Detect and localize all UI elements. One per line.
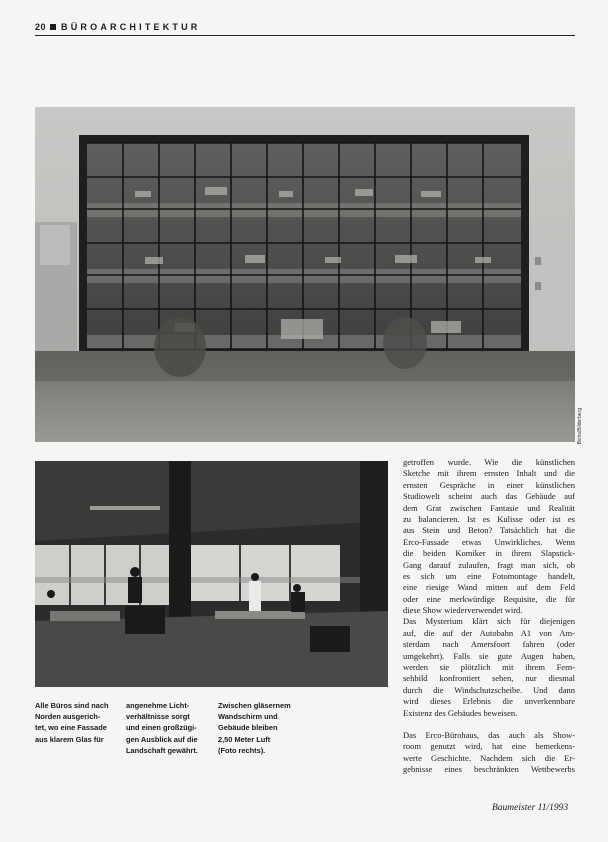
text-line: zu balancieren. Ist es Kulisse oder ist es <box>403 513 575 524</box>
caption-line: angenehme Licht- <box>126 701 190 710</box>
text-line: Existenz des Gebäudes beweisen. <box>403 707 518 718</box>
page-number: 20 <box>35 22 47 32</box>
text-line: eine riesige Wand mitten auf dem Feld <box>403 582 575 593</box>
caption-line: Zwischen gläsernem <box>218 701 291 710</box>
text-line: Studiowelt scheint auch das Gebäude auf <box>403 491 575 502</box>
footer-source: Baumeister 11/1993 <box>492 803 569 813</box>
text-line: ernsten Gespräche in einer künstlichen <box>403 479 575 490</box>
text-line: diese Show wiederverwendet wird. <box>403 605 523 616</box>
caption-line: verhältnisse sorgt <box>126 712 190 722</box>
text-line: auf, die auf der Autobahn A1 von Am- <box>403 627 575 638</box>
text-line: room genutzt wird, hat eine bemerkens- <box>403 741 575 752</box>
text-line: Das Erco-Bürohaus, das auch als Show- <box>403 729 575 740</box>
text-line: Gang darauf zulaufen, fragt man sich, ob <box>403 559 575 570</box>
caption-line: und einen großzügi- <box>126 723 197 733</box>
caption-line: Wandschirm und <box>218 712 278 722</box>
caption-line: Landschaft gewährt. <box>126 745 198 755</box>
section-title: BÜROARCHITEKTUR <box>61 22 201 32</box>
caption-line: aus klarem Glas für <box>35 734 104 744</box>
body-paragraph <box>403 616 575 719</box>
text-line: werte Geschichte. Nachdem sich die Er- <box>403 752 575 763</box>
caption-line: gen Ausblick auf die <box>126 734 198 744</box>
text-line: wird dieses Erlebnis die unverkennbare <box>403 696 575 707</box>
text-line: gebnisse eines beschränkten Wettbewerbs <box>403 764 575 775</box>
building-exterior-photo <box>35 107 575 442</box>
text-line: oder eine merkwürdige Requisite, die für <box>403 593 575 604</box>
text-line: werden sie plötzlich mit ihrem Fern- <box>403 662 575 673</box>
caption-line: Gebäude bleiben <box>218 723 278 733</box>
running-header <box>35 20 575 34</box>
text-line: dem Grat zwischen Fantasie und Realität <box>403 502 575 513</box>
text-line: es sich um eine Fotomontage handelt, <box>403 570 575 581</box>
text-line: die beiden Komiker in ihrem Slapstick- <box>403 548 575 559</box>
text-line: durch die Windschutzscheibe. Und dann <box>403 684 575 695</box>
body-text-column <box>403 457 575 776</box>
caption-part-3 <box>218 700 308 756</box>
text-line: sehbild konfrontiert sehen, nur diesmal <box>403 673 575 684</box>
text-line: sterdam nach Amersfoort fahren (oder <box>403 639 575 650</box>
text-line: Sketche mit ihrem ernsten Inhalt und die <box>403 468 575 479</box>
body-paragraph <box>403 457 575 616</box>
text-line: getroffen wurde. Wie die künstlichen <box>403 457 575 467</box>
office-interior-photo <box>35 461 388 687</box>
text-line: umgekehrt). Falls sie gute Augen haben, <box>403 650 575 661</box>
caption-line: tet, wo eine Fassade <box>35 723 107 733</box>
photo-credit: Bichs/Bilderberg <box>577 408 583 445</box>
text-line: Das Mysterium klärt sich für diejenigen <box>403 616 575 627</box>
text-line: aus Stein und Beton? Tatsächlich hat die <box>403 525 575 536</box>
caption-line: Alle Büros sind nach <box>35 701 109 710</box>
caption-part-1 <box>35 700 115 745</box>
caption-line: Norden ausgerich- <box>35 712 101 722</box>
body-paragraph <box>403 730 575 776</box>
header-rule <box>35 35 575 36</box>
paragraph-gap <box>403 719 575 730</box>
caption-part-2 <box>126 700 211 756</box>
caption-line: (Foto rechts). <box>218 745 266 755</box>
square-bullet-icon <box>50 24 56 30</box>
text-line: Erco-Fassade etwas Unwirkliches. Wenn <box>403 536 575 547</box>
caption-line: 2,50 Meter Luft <box>218 734 271 744</box>
